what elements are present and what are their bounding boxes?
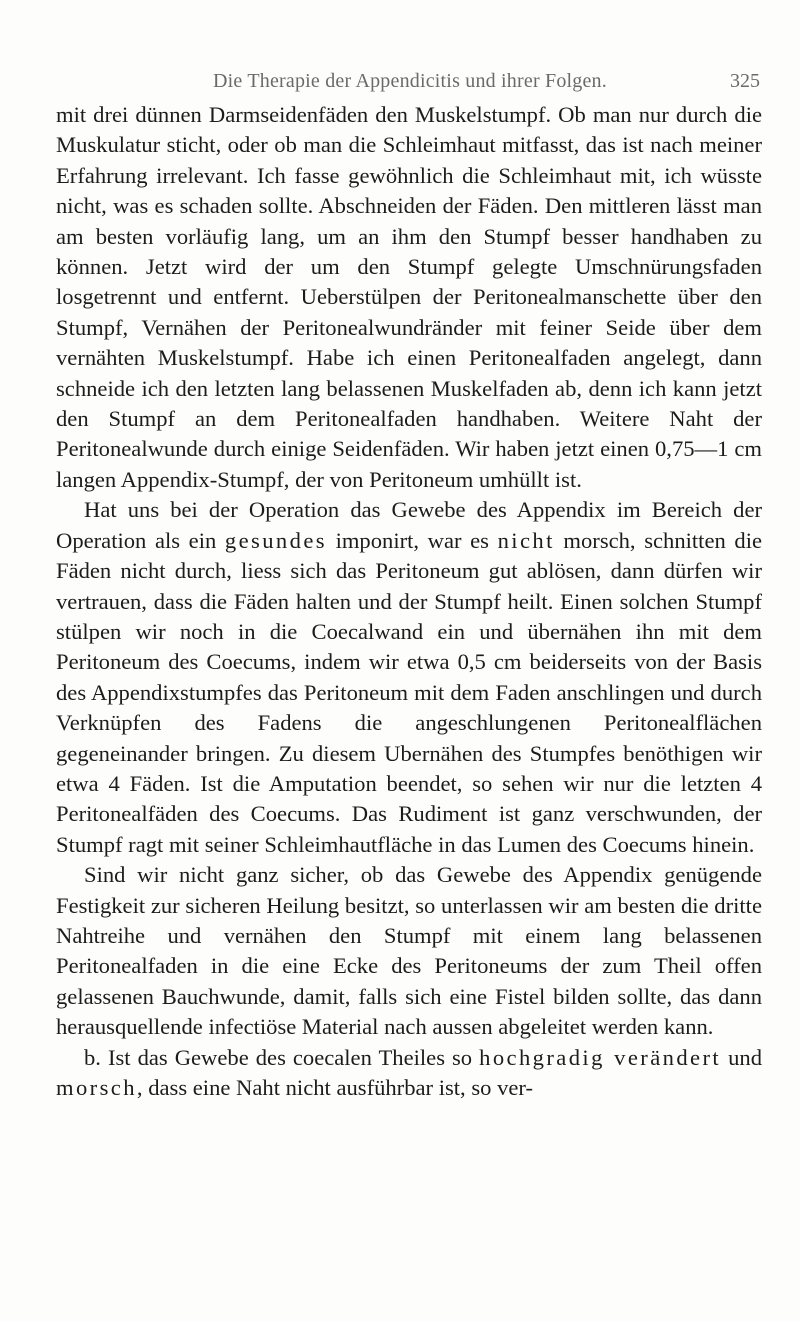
emphasis-gesundes: gesundes bbox=[224, 527, 327, 553]
paragraph-4-text-b: und bbox=[721, 1044, 763, 1070]
paragraph-2-text-b: imponirt, war es bbox=[326, 527, 498, 553]
paragraph-4 bbox=[56, 1043, 762, 1104]
body-text bbox=[56, 100, 762, 1103]
page-number: 325 bbox=[730, 70, 760, 92]
emphasis-hochgradig-veraendert: hochgradig verändert bbox=[479, 1044, 722, 1070]
paragraph-4-text-c: , dass eine Naht nicht ausführbar ist, so ver- bbox=[136, 1075, 534, 1100]
paragraph-3: Sind wir nicht ganz sicher, ob das Gewebe des Appendix genügende Festigkeit zur sicheren Heilung besitzt, so unterlassen wir am besten die dritte Nahtreihe und vernähen den Stumpf mit einem lang belassenen Peritonealfaden in die eine Ecke des Peritoneums der zum Theil offen gelassenen Bauchwunde, damit, falls sich eine Fistel bilden sollte, das dann herausquellende infectiöse Material nach aussen abgeleitet werden kann. bbox=[56, 862, 762, 1040]
running-title: Die Therapie der Appendicitis und ihrer Folgen. bbox=[213, 70, 607, 92]
running-header bbox=[60, 70, 760, 100]
paragraph-2 bbox=[56, 495, 762, 860]
paragraph-1: mit drei dünnen Darmseidenfäden den Muskelstumpf. Ob man nur durch die Muskulatur sticht, oder ob man die Schleimhaut mitfasst, das ist nach meiner Erfahrung irrelevant. Ich fasse gewöhnlich die Schleimhaut mit, ich wüsste nicht, was es schaden sollte. Abschneiden der Fäden. Den mittleren lässt man am besten vorläufig lang, um an ihm den Stumpf besser handhaben zu können. Jetzt wird der um den Stumpf gelegte Umschnürungsfaden losgetrennt und entfernt. Ueberstülpen der Peritonealmanschette über den Stumpf, Vernähen der Peritonealwundränder mit feiner Seide über dem vernähten Muskelstumpf. Habe ich einen Peritonealfaden angelegt, dann schneide ich den letzten lang belassenen Muskelfaden ab, denn ich kann jetzt den Stumpf an dem Peritonealfaden handhaben. Weitere Naht der Peritonealwunde durch einige Seidenfäden. Wir haben jetzt einen 0,75—1 cm langen Appendix-Stumpf, der von Peritoneum umhüllt ist. bbox=[56, 102, 762, 492]
paragraph-2-text-c: morsch, schnitten die Fäden nicht durch, liess sich das Peritoneum gut ablösen, dann dürfen wir vertrauen, dass die Fäden halten und der Stumpf heilt. Einen solchen Stumpf stülpen wir noch in die Coecalwand ein und übernähen ihn mit dem Peritoneum des Coecums, indem wir etwa 0,5 cm beiderseits von der Basis des Appendixstumpfes das Peritoneum mit dem Faden anschlingen und durch Verknüpfen des Fadens die angeschlungenen Peritonealflächen gegeneinander bringen. Zu diesem Ubernähen des Stumpfes benöthigen wir etwa 4 Fäden. Ist die Amputation beendet, so sehen wir nur die letzten 4 Peritonealfäden des Coecums. Das Rudiment ist ganz verschwunden, der Stumpf ragt mit seiner Schleimhautfläche in das Lumen des Coecums hinein. bbox=[56, 527, 762, 857]
emphasis-nicht: nicht bbox=[497, 527, 555, 553]
paragraph-4-text-a: b. Ist das Gewebe des coecalen Theiles so bbox=[84, 1044, 480, 1070]
paragraph-2-text-a: Hat uns bei der Operation das Gewebe des Appendix im Bereich der Operation als ein bbox=[56, 497, 762, 553]
emphasis-morsch: morsch bbox=[56, 1075, 137, 1100]
